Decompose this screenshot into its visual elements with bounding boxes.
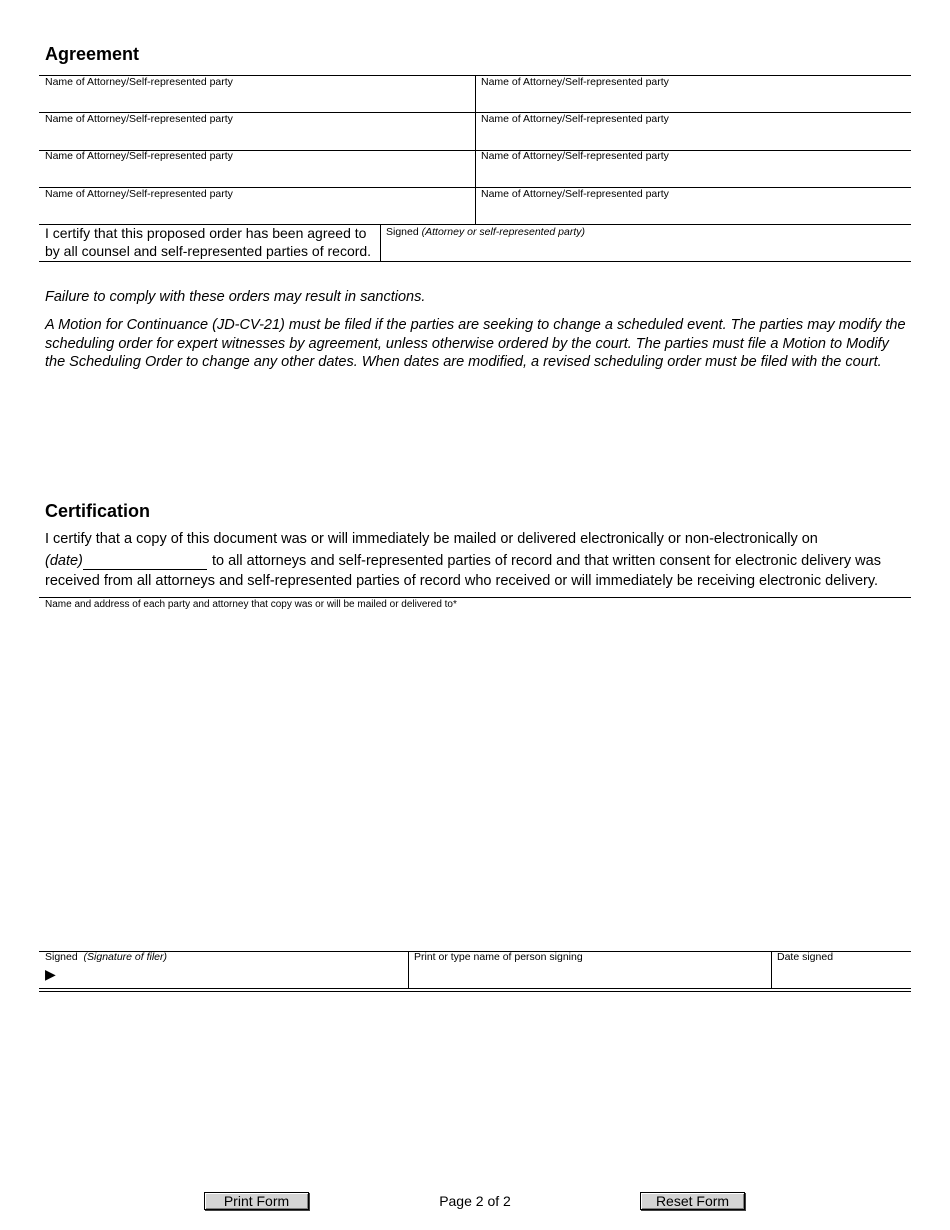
print-name-label: Print or type name of person signing — [414, 951, 583, 963]
attorney-name-field-8[interactable] — [476, 202, 910, 223]
date-label: (date) — [45, 553, 83, 569]
signed-hint: (Attorney or self-represented party) — [421, 226, 586, 238]
print-name-field[interactable] — [409, 965, 770, 987]
certification-heading: Certification — [45, 501, 151, 521]
agreement-signed-label — [386, 226, 585, 238]
attorney-name-field-3[interactable] — [40, 127, 474, 149]
certification-line-1: I certify that a copy of this document was or will immediately be mailed or delivered electronically or non-electronically on — [45, 531, 818, 547]
attorney-name-field-6[interactable] — [476, 164, 910, 186]
agreement-heading: Agreement — [45, 44, 140, 64]
print-form-button[interactable]: Print Form — [204, 1192, 309, 1210]
date-signed-label: Date signed — [777, 951, 834, 963]
attorney-signature-field[interactable] — [381, 240, 910, 260]
reset-form-button[interactable]: Reset Form — [640, 1192, 745, 1210]
certification-date-field[interactable] — [83, 551, 207, 569]
signed-word: Signed — [45, 951, 78, 963]
attorney-name-label: Name of Attorney/Self-represented party — [481, 113, 669, 125]
signed-hint: (Signature of filer) — [83, 951, 167, 963]
filer-signed-label — [45, 951, 167, 963]
attorney-name-field-2[interactable] — [476, 90, 910, 111]
agreement-certify-text: I certify that this proposed order has been agreed to by all counsel and self-represented parties of record. — [45, 225, 372, 259]
date-signed-field[interactable] — [772, 965, 910, 987]
signed-word: Signed — [386, 226, 419, 238]
page-indicator: Page 2 of 2 — [439, 1193, 511, 1209]
attorney-name-label: Name of Attorney/Self-represented party — [45, 150, 233, 162]
attorney-name-field-4[interactable] — [476, 127, 910, 149]
attorney-name-label: Name of Attorney/Self-represented party — [481, 188, 669, 200]
continuance-notice: A Motion for Continuance (JD-CV-21) must be filed if the parties are seeking to change a scheduled event. The parties may modify the scheduling order for expert witnesses by agreement, unless otherwise ordered by the court. The parties must file a Motion to Modify the Scheduling Order to change any other dates. When dates are modified, a revised scheduling order must be filed with the court. — [45, 317, 906, 371]
recipients-label: Name and address of each party and attorney that copy was or will be mailed or delivered to* — [45, 599, 457, 610]
attorney-name-label: Name of Attorney/Self-represented party — [45, 113, 233, 125]
signature-arrow-icon: ▶ — [45, 966, 56, 982]
attorney-name-label: Name of Attorney/Self-represented party — [481, 150, 669, 162]
filer-signature-field[interactable] — [62, 965, 406, 987]
sanctions-notice: Failure to comply with these orders may result in sanctions. — [45, 289, 426, 305]
recipients-field[interactable] — [40, 614, 910, 944]
attorney-name-field-7[interactable] — [40, 202, 474, 223]
attorney-name-label: Name of Attorney/Self-represented party — [45, 76, 233, 88]
attorney-name-field-1[interactable] — [40, 90, 474, 111]
certification-line-3: received from all attorneys and self-represented parties of record who received or will immediately be receiving electronic delivery. — [45, 573, 879, 589]
certification-line-2-rest: to all attorneys and self-represented parties of record and that written consent for electronic delivery was — [212, 553, 881, 569]
attorney-name-field-5[interactable] — [40, 164, 474, 186]
attorney-name-label: Name of Attorney/Self-represented party — [481, 76, 669, 88]
certification-line-2 — [45, 553, 83, 569]
attorney-name-label: Name of Attorney/Self-represented party — [45, 188, 233, 200]
